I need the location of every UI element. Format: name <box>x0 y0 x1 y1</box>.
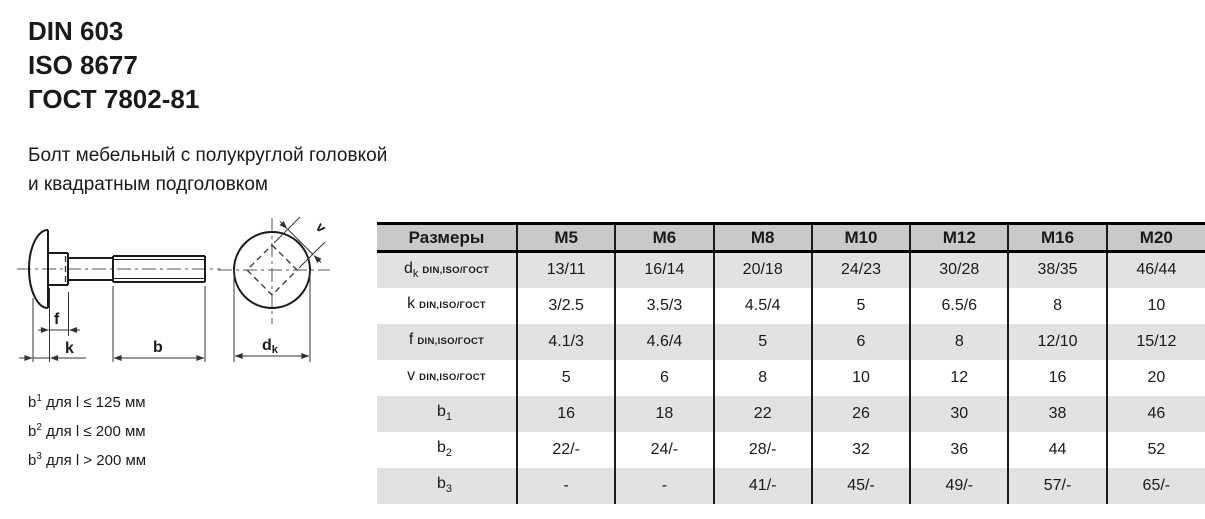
table-cell: - <box>517 468 615 504</box>
footnote-b1: $b^1$ для l ≤ 125 мм <box>28 393 146 411</box>
dimension-b <box>114 339 204 358</box>
dimension-label-k: k <box>65 340 74 357</box>
dimension-label-f: f <box>54 311 60 328</box>
table-cell: 12/10 <box>1008 324 1106 360</box>
table-cell: 30/28 <box>910 252 1008 288</box>
table-cell: 4.1/3 <box>517 324 615 360</box>
table-cell: 24/- <box>615 432 713 468</box>
table-cell: 5 <box>812 288 910 324</box>
dimension-label-dk: dk <box>262 337 278 356</box>
table-cell: 6 <box>812 324 910 360</box>
row-label-b1: $b_1$ <box>436 403 453 424</box>
footnote-b3: $b^3$ для l > 200 мм <box>28 451 147 469</box>
table-cell: 13/11 <box>517 252 615 288</box>
dimension-dk <box>234 270 310 362</box>
table-cell: 65/- <box>1107 468 1205 504</box>
column-header-m6: M6 <box>615 224 713 252</box>
table-cell: 49/- <box>910 468 1008 504</box>
table-cell: 44 <box>1008 432 1106 468</box>
footnotes <box>28 386 146 473</box>
table-cell: 10 <box>812 360 910 396</box>
dimension-k <box>19 340 86 358</box>
table-cell: 57/- <box>1008 468 1106 504</box>
table-cell: 52 <box>1107 432 1205 468</box>
table-cell: 20 <box>1107 360 1205 396</box>
table-cell: 3/2.5 <box>517 288 615 324</box>
table-row-b1 <box>377 396 1205 432</box>
table-cell: 16/14 <box>615 252 713 288</box>
table-cell: 38/35 <box>1008 252 1106 288</box>
table-cell: 45/- <box>812 468 910 504</box>
row-label-k: k DIN,ISO/ГОСТ <box>407 295 486 313</box>
table-cell: 18 <box>615 396 713 432</box>
column-header-m16: M16 <box>1008 224 1106 252</box>
row-label-f: f DIN,ISO/ГОСТ <box>408 331 485 349</box>
table-cell: - <box>615 468 713 504</box>
row-label-dk: $d_k$ DIN,ISO/ГОСТ <box>403 260 490 281</box>
bolt-drawing <box>12 212 390 380</box>
table-row-dk <box>377 252 1205 288</box>
dimension-label-b: b <box>153 339 163 356</box>
row-label-b2: $b_2$ <box>436 439 453 460</box>
table-cell: 10 <box>1107 288 1205 324</box>
table-cell: 20/18 <box>714 252 812 288</box>
table-row-b2 <box>377 432 1205 468</box>
bolt-front-view <box>218 217 330 362</box>
row-label-b3: $b_3$ <box>436 475 453 496</box>
table-cell: 6.5/6 <box>910 288 1008 324</box>
table-cell: 8 <box>714 360 812 396</box>
doc-title <box>28 141 387 199</box>
table-row-k <box>377 288 1205 324</box>
dimension-v <box>274 217 330 268</box>
standards-block <box>28 14 199 116</box>
footnote-b2: $b^2$ для l ≤ 200 мм <box>28 422 146 440</box>
bolt-side-view <box>17 230 220 362</box>
column-header-m12: M12 <box>910 224 1008 252</box>
table-cell: 4.6/4 <box>615 324 713 360</box>
standard-din: DIN 603 <box>28 16 124 46</box>
dimension-f <box>38 311 80 330</box>
dimensions-table <box>377 222 1205 504</box>
table-cell: 16 <box>1008 360 1106 396</box>
table-cell: 15/12 <box>1107 324 1205 360</box>
table-cell: 30 <box>910 396 1008 432</box>
column-header-m5: M5 <box>517 224 615 252</box>
table-cell: 12 <box>910 360 1008 396</box>
table-row-b3 <box>377 468 1205 504</box>
table-cell: 28/- <box>714 432 812 468</box>
table-cell: 22/- <box>517 432 615 468</box>
table-cell: 24/23 <box>812 252 910 288</box>
table-cell: 6 <box>615 360 713 396</box>
table-cell: 36 <box>910 432 1008 468</box>
doc-title-line-2: и квадратным подголовком <box>28 174 268 195</box>
doc-title-line-1: Болт мебельный с полукруглой головкой <box>28 145 388 166</box>
table-cell: 22 <box>714 396 812 432</box>
standard-gost: ГОСТ 7802-81 <box>28 84 200 114</box>
row-label-v: v DIN,ISO/ГОСТ <box>407 367 486 385</box>
table-cell: 4.5/4 <box>714 288 812 324</box>
table-cell: 46/44 <box>1107 252 1205 288</box>
table-cell: 38 <box>1008 396 1106 432</box>
column-header-m10: M10 <box>812 224 910 252</box>
table-cell: 5 <box>517 360 615 396</box>
table-cell: 8 <box>910 324 1008 360</box>
table-header-row <box>377 224 1205 252</box>
table-cell: 26 <box>812 396 910 432</box>
dimension-label-v: v <box>312 218 330 236</box>
column-header-m20: M20 <box>1107 224 1205 252</box>
table-cell: 8 <box>1008 288 1106 324</box>
table-row-f <box>377 324 1205 360</box>
table-cell: 32 <box>812 432 910 468</box>
table-row-v <box>377 360 1205 396</box>
table-cell: 16 <box>517 396 615 432</box>
column-header-m8: M8 <box>714 224 812 252</box>
table-cell: 5 <box>714 324 812 360</box>
column-header-sizes: Размеры <box>377 224 517 252</box>
standard-iso: ISO 8677 <box>28 50 138 80</box>
table-cell: 41/- <box>714 468 812 504</box>
table-cell: 46 <box>1107 396 1205 432</box>
table-cell: 3.5/3 <box>615 288 713 324</box>
